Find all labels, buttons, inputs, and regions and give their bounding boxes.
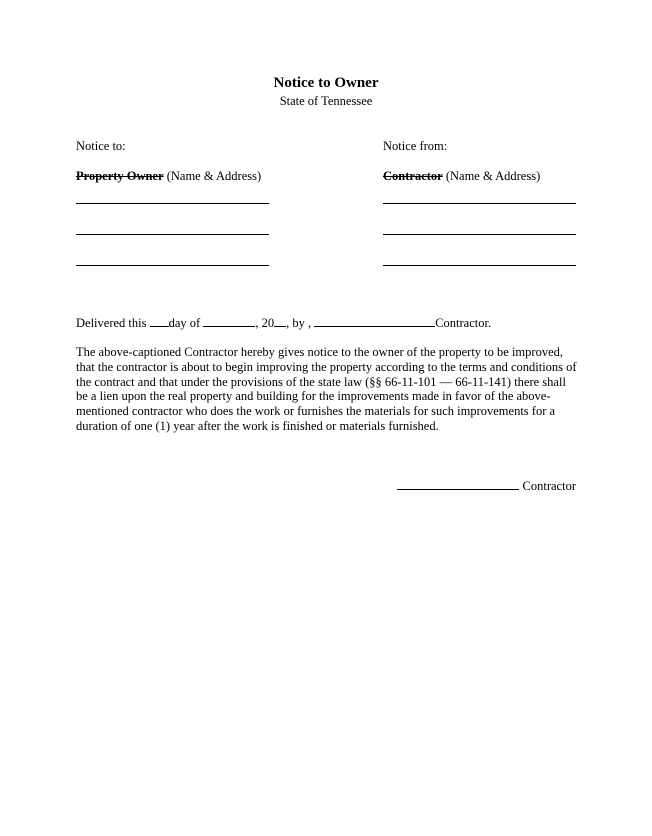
property-owner-name-address: (Name & Address) [163, 169, 262, 183]
contractor-heading [383, 168, 578, 184]
contractor-blank-line-1 [383, 203, 576, 204]
notice-to-label: Notice to: [76, 139, 126, 153]
year-blank [274, 315, 286, 327]
contractor-strikethrough: Contractor [383, 169, 443, 183]
delivered-suffix: Contractor. [435, 316, 492, 330]
contractor-name-address: (Name & Address) [442, 169, 541, 183]
contractor-signature [397, 478, 576, 494]
owner-blank-line-2 [76, 234, 269, 235]
contractor-name-blank [314, 315, 435, 327]
signature-label: Contractor [522, 479, 576, 493]
delivered-day-of: day of [168, 316, 204, 330]
delivered-by: , by , [286, 316, 315, 330]
notice-from-section [383, 138, 578, 266]
month-blank [203, 315, 255, 327]
property-owner-strikethrough: Property Owner [76, 169, 164, 183]
delivered-line [76, 315, 491, 331]
owner-blank-line-1 [76, 203, 269, 204]
notice-from-label: Notice from: [383, 139, 448, 153]
document-subtitle: State of Tennessee [279, 94, 373, 108]
notice-body-paragraph: The above-captioned Contractor hereby gives notice to the owner of the property to be improved, that the contractor is about to begin improving the property according to the terms and conditions of the contract and that under the provisions of the state law (§§ 66-11-101 — 66-11-141) there shall be a lien upon the real property and building for the improvements made in favor of the above-mentioned contractor who does the work or furnishes the materials for such improvements for a duration of one (1) year after the work is finished or materials furnished. [76, 345, 577, 433]
signature-blank-line [397, 478, 519, 490]
day-blank [150, 315, 169, 327]
contractor-blank-line-2 [383, 234, 576, 235]
owner-blank-line-3 [76, 265, 269, 266]
delivered-prefix: Delivered this [76, 316, 150, 330]
notice-to-section [76, 138, 271, 266]
contractor-blank-line-3 [383, 265, 576, 266]
property-owner-heading [76, 168, 271, 184]
document-title: Notice to Owner [273, 75, 379, 91]
delivered-year-prefix: , 20 [255, 316, 275, 330]
